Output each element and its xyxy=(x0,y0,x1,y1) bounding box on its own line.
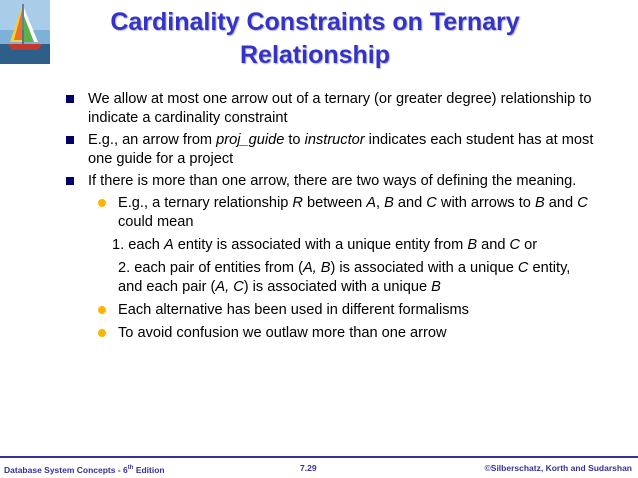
square-bullet-icon xyxy=(66,136,74,144)
square-bullet-icon xyxy=(66,177,74,185)
bullet-3: If there is more than one arrow, there are two ways of defining the meaning. xyxy=(66,172,596,191)
sailboat-logo xyxy=(0,0,50,64)
footer-divider xyxy=(0,456,638,458)
slide-body xyxy=(66,90,596,347)
sub-bullet-3: To avoid confusion we outlaw more than one arrow xyxy=(66,324,596,343)
numbered-item-1: 1. each A entity is associated with a unique entity from B and C or xyxy=(112,237,538,253)
sub-bullet-2: Each alternative has been used in different formalisms xyxy=(66,301,596,320)
dot-bullet-icon xyxy=(98,199,106,207)
bullet-1: We allow at most one arrow out of a ternary (or greater degree) relationship to indicate a cardinality constraint xyxy=(66,90,596,128)
footer-book-title: Database System Concepts - 6th Edition xyxy=(4,464,165,475)
slide-title xyxy=(60,6,570,72)
square-bullet-icon xyxy=(66,95,74,103)
title-line-1: Cardinality Constraints on Ternary xyxy=(110,8,520,36)
numbered-item-2: 2. each pair of entities from (A, B) is associated with a unique C entity, and each pair (A, C) is associated with a unique B xyxy=(118,260,571,295)
sub-bullet-1: E.g., a ternary relationship R between A, B and C with arrows to B and C could mean xyxy=(66,194,596,232)
dot-bullet-icon xyxy=(98,306,106,314)
footer-copyright: ©Silberschatz, Korth and Sudarshan xyxy=(484,463,632,473)
footer-page-number: 7.29 xyxy=(300,463,317,473)
bullet-2: E.g., an arrow from proj_guide to instructor indicates each student has at most one guide for a project xyxy=(66,131,596,169)
title-line-2: Relationship xyxy=(239,41,390,69)
dot-bullet-icon xyxy=(98,329,106,337)
